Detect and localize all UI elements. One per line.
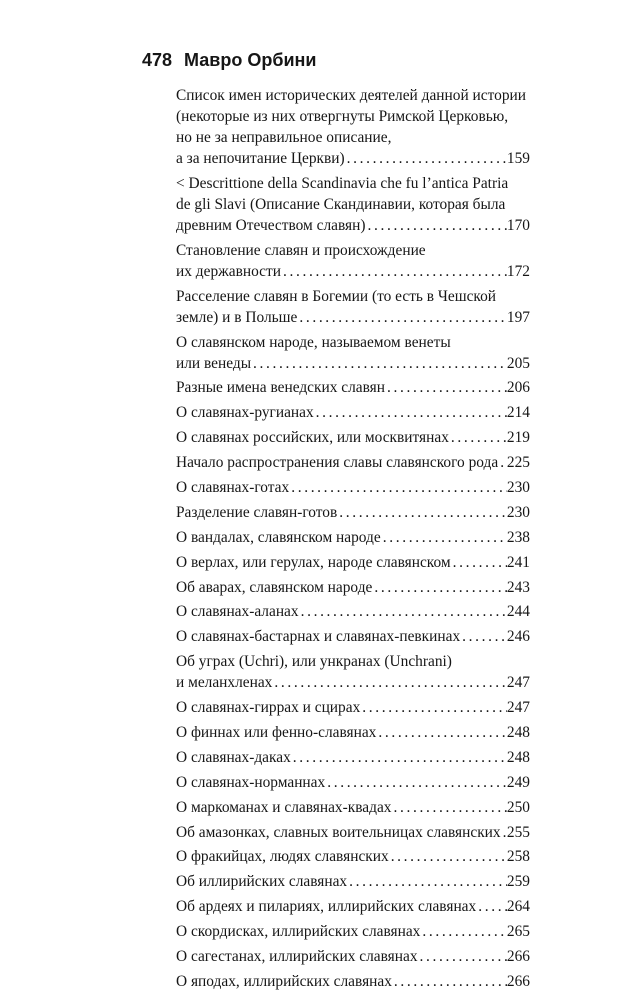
toc-entry-last-line <box>176 946 530 967</box>
toc-entry <box>176 772 530 793</box>
dot-leader <box>381 527 507 548</box>
toc-entry <box>176 577 530 598</box>
toc-entry <box>176 747 530 768</box>
toc-entry-title: Об ардеях и пилариях, иллирийских славянах <box>176 898 477 916</box>
toc-entry <box>176 896 530 917</box>
toc-entry-title: а за непочитание Церкви) <box>176 150 345 167</box>
toc-entry-line: Список имен исторических деятелей данной истории <box>176 87 527 104</box>
dot-leader <box>289 477 507 498</box>
toc-page-number: 241 <box>506 553 530 571</box>
toc-page-number: 172 <box>506 262 530 280</box>
toc-entry <box>176 626 530 647</box>
toc-entry-line: (некоторые из них отвергнуты Римской Церковью, <box>176 108 509 125</box>
toc-entry <box>176 697 530 718</box>
toc-entry <box>176 946 530 967</box>
toc-entry-title: Об иллирийских славянах <box>176 873 348 891</box>
toc-entry <box>176 601 530 622</box>
toc-entry-last-line <box>176 921 530 942</box>
toc-page-number: 243 <box>506 578 530 596</box>
table-of-contents <box>176 85 530 996</box>
toc-entry-line: Об уграх (Uchri), или ункранах (Unchrani) <box>176 653 452 671</box>
toc-page-number: 197 <box>506 308 530 326</box>
toc-page-number: 205 <box>506 354 530 372</box>
toc-entry-title: О славянах-ругианах <box>176 404 314 422</box>
dot-leader <box>372 577 507 598</box>
toc-page-number: 170 <box>506 216 530 234</box>
page-number: 478 <box>142 50 173 70</box>
dot-leader <box>420 921 507 942</box>
toc-entry-title: О верлах, или герулах, народе славянском <box>176 553 451 571</box>
toc-entry-last-line <box>176 722 530 743</box>
toc-page-number: 250 <box>506 798 530 816</box>
toc-entry-title: О яподах, иллирийских славянах <box>176 972 392 990</box>
toc-entry-last-line <box>176 896 530 917</box>
toc-entry-last-line <box>176 971 530 992</box>
running-title: Мавро Орбини <box>184 50 317 70</box>
toc-page-number: 247 <box>506 674 530 692</box>
dot-leader <box>498 452 507 473</box>
toc-entry-title: или венеды <box>176 354 252 372</box>
toc-page-number: 265 <box>506 923 530 941</box>
toc-entry-last-line <box>176 307 530 328</box>
toc-entry <box>176 822 530 843</box>
toc-page-number: 246 <box>506 628 530 646</box>
toc-entry-title: О сагестанах, иллирийских славянах <box>176 948 418 966</box>
toc-entry-title: древним Отечеством славян) <box>176 216 366 234</box>
toc-entry-title: Об аварах, славянском народе <box>176 578 373 596</box>
dot-leader <box>389 846 507 867</box>
toc-entry <box>176 797 530 818</box>
toc-entry-last-line <box>176 577 530 598</box>
toc-entry-title: и меланхленах <box>176 674 273 692</box>
toc-page-number: 248 <box>506 724 530 742</box>
toc-entry-last-line <box>176 402 530 423</box>
dot-leader <box>392 971 507 992</box>
dot-leader <box>272 672 507 693</box>
toc-entry-title: О славянах-гиррах и сцирах <box>176 699 361 717</box>
toc-entry <box>176 921 530 942</box>
toc-entry-last-line <box>176 215 530 236</box>
dot-leader <box>291 747 507 768</box>
toc-entry-last-line <box>176 148 530 169</box>
toc-entry-line: Расселение славян в Богемии (то есть в Чешской <box>176 287 497 305</box>
toc-entry-last-line <box>176 527 530 548</box>
dot-leader <box>325 772 507 793</box>
toc-entry <box>176 452 530 473</box>
toc-page-number: 247 <box>506 699 530 717</box>
toc-page-number: 255 <box>506 823 530 841</box>
toc-entry-line: Становление славян и происхождение <box>176 241 426 259</box>
toc-entry-title: Разные имена венедских славян <box>176 379 385 397</box>
dot-leader <box>449 427 507 448</box>
toc-entry-last-line <box>176 797 530 818</box>
dot-leader <box>376 722 507 743</box>
toc-entry-last-line <box>176 452 530 473</box>
dot-leader <box>391 797 506 818</box>
dot-leader <box>460 626 507 647</box>
toc-entry-last-line <box>176 871 530 892</box>
toc-entry-title: О вандалах, славянском народе <box>176 528 381 546</box>
dot-leader <box>418 946 507 967</box>
toc-entry <box>176 240 530 282</box>
toc-page-number: 249 <box>506 773 530 791</box>
toc-entry <box>176 427 530 448</box>
toc-entry-title: О фракийцах, людях славянских <box>176 848 389 866</box>
toc-entry-last-line <box>176 552 530 573</box>
toc-entry-last-line <box>176 846 530 867</box>
toc-entry <box>176 332 530 374</box>
toc-entry-title: земле) и в Польше <box>176 308 298 326</box>
toc-page-number: 248 <box>506 748 530 766</box>
toc-entry-title: О славянах-бастарнах и славянах-певкинах <box>176 628 461 646</box>
toc-entry <box>176 527 530 548</box>
toc-entry <box>176 552 530 573</box>
toc-page-number: 238 <box>506 528 530 546</box>
dot-leader <box>297 307 507 328</box>
toc-entry-last-line <box>176 502 530 523</box>
toc-entry-last-line <box>176 601 530 622</box>
toc-entry <box>176 871 530 892</box>
toc-entry <box>176 286 530 328</box>
toc-entry-line: < Descrittione della Scandinavia che fu l’antica Patria <box>176 174 509 192</box>
toc-entry-title: О маркоманах и славянах-квадах <box>176 798 392 816</box>
running-header <box>142 50 316 76</box>
toc-page-number: 258 <box>506 848 530 866</box>
toc-entry <box>176 651 530 693</box>
toc-page-number: 230 <box>506 479 530 497</box>
toc-page-number: 230 <box>506 503 530 521</box>
toc-entry <box>176 402 530 423</box>
dot-leader <box>476 896 507 917</box>
toc-entry <box>176 846 530 867</box>
toc-entry-title: О славянах-норманнах <box>176 773 326 791</box>
toc-entry <box>176 85 530 169</box>
toc-entry-line: de gli Slavi (Описание Скандинавии, которая была <box>176 195 506 213</box>
toc-page-number: 159 <box>506 150 530 167</box>
toc-entry-last-line <box>176 772 530 793</box>
toc-entry-last-line <box>176 672 530 693</box>
toc-entry-last-line <box>176 747 530 768</box>
toc-page-number: 225 <box>506 454 530 472</box>
toc-entry-last-line <box>176 261 530 282</box>
toc-page-number: 266 <box>506 972 530 990</box>
toc-entry-title: О славянах-готах <box>176 479 290 497</box>
toc-entry <box>176 502 530 523</box>
dot-leader <box>385 377 507 398</box>
toc-entry-title: Начало распространения славы славянского рода <box>176 454 499 472</box>
toc-entry-title: О славянах российских, или москвитянах <box>176 429 449 447</box>
toc-entry-line: О славянском народе, называемом венеты <box>176 333 451 351</box>
toc-entry-last-line <box>176 822 530 843</box>
dot-leader <box>365 215 506 236</box>
dot-leader <box>337 502 507 523</box>
toc-entry-title: О скордисках, иллирийских славянах <box>176 923 421 941</box>
toc-entry-last-line <box>176 697 530 718</box>
toc-entry-line: но не за неправильное описание, <box>176 129 392 146</box>
toc-entry <box>176 477 530 498</box>
dot-leader <box>299 601 507 622</box>
toc-page-number: 259 <box>506 873 530 891</box>
toc-entry <box>176 173 530 236</box>
toc-entry-title: Об амазонках, славных воительницах славянских <box>176 823 501 841</box>
dot-leader <box>360 697 507 718</box>
toc-entry <box>176 377 530 398</box>
toc-entry-last-line <box>176 427 530 448</box>
toc-entry-title: их державности <box>176 262 281 280</box>
toc-page-number: 244 <box>506 603 530 621</box>
toc-entry-title: О славянах-даках <box>176 748 291 766</box>
dot-leader <box>281 261 507 282</box>
toc-entry-last-line <box>176 353 530 374</box>
toc-entry-title: О финнах или фенно-славянах <box>176 724 377 742</box>
toc-entry <box>176 722 530 743</box>
dot-leader <box>451 552 507 573</box>
toc-page-number: 264 <box>506 898 530 916</box>
dot-leader <box>251 353 507 374</box>
toc-entry-title: О славянах-аланах <box>176 603 299 621</box>
toc-entry-title: Разделение славян-готов <box>176 503 338 521</box>
dot-leader <box>314 402 507 423</box>
toc-entry-last-line <box>176 477 530 498</box>
dot-leader <box>345 148 507 169</box>
dot-leader <box>347 871 507 892</box>
toc-entry-last-line <box>176 377 530 398</box>
toc-page-number: 206 <box>506 379 530 397</box>
toc-page-number: 266 <box>506 948 530 966</box>
toc-page-number: 214 <box>506 404 530 422</box>
toc-entry <box>176 971 530 992</box>
toc-entry-last-line <box>176 626 530 647</box>
toc-page-number: 219 <box>506 429 530 447</box>
